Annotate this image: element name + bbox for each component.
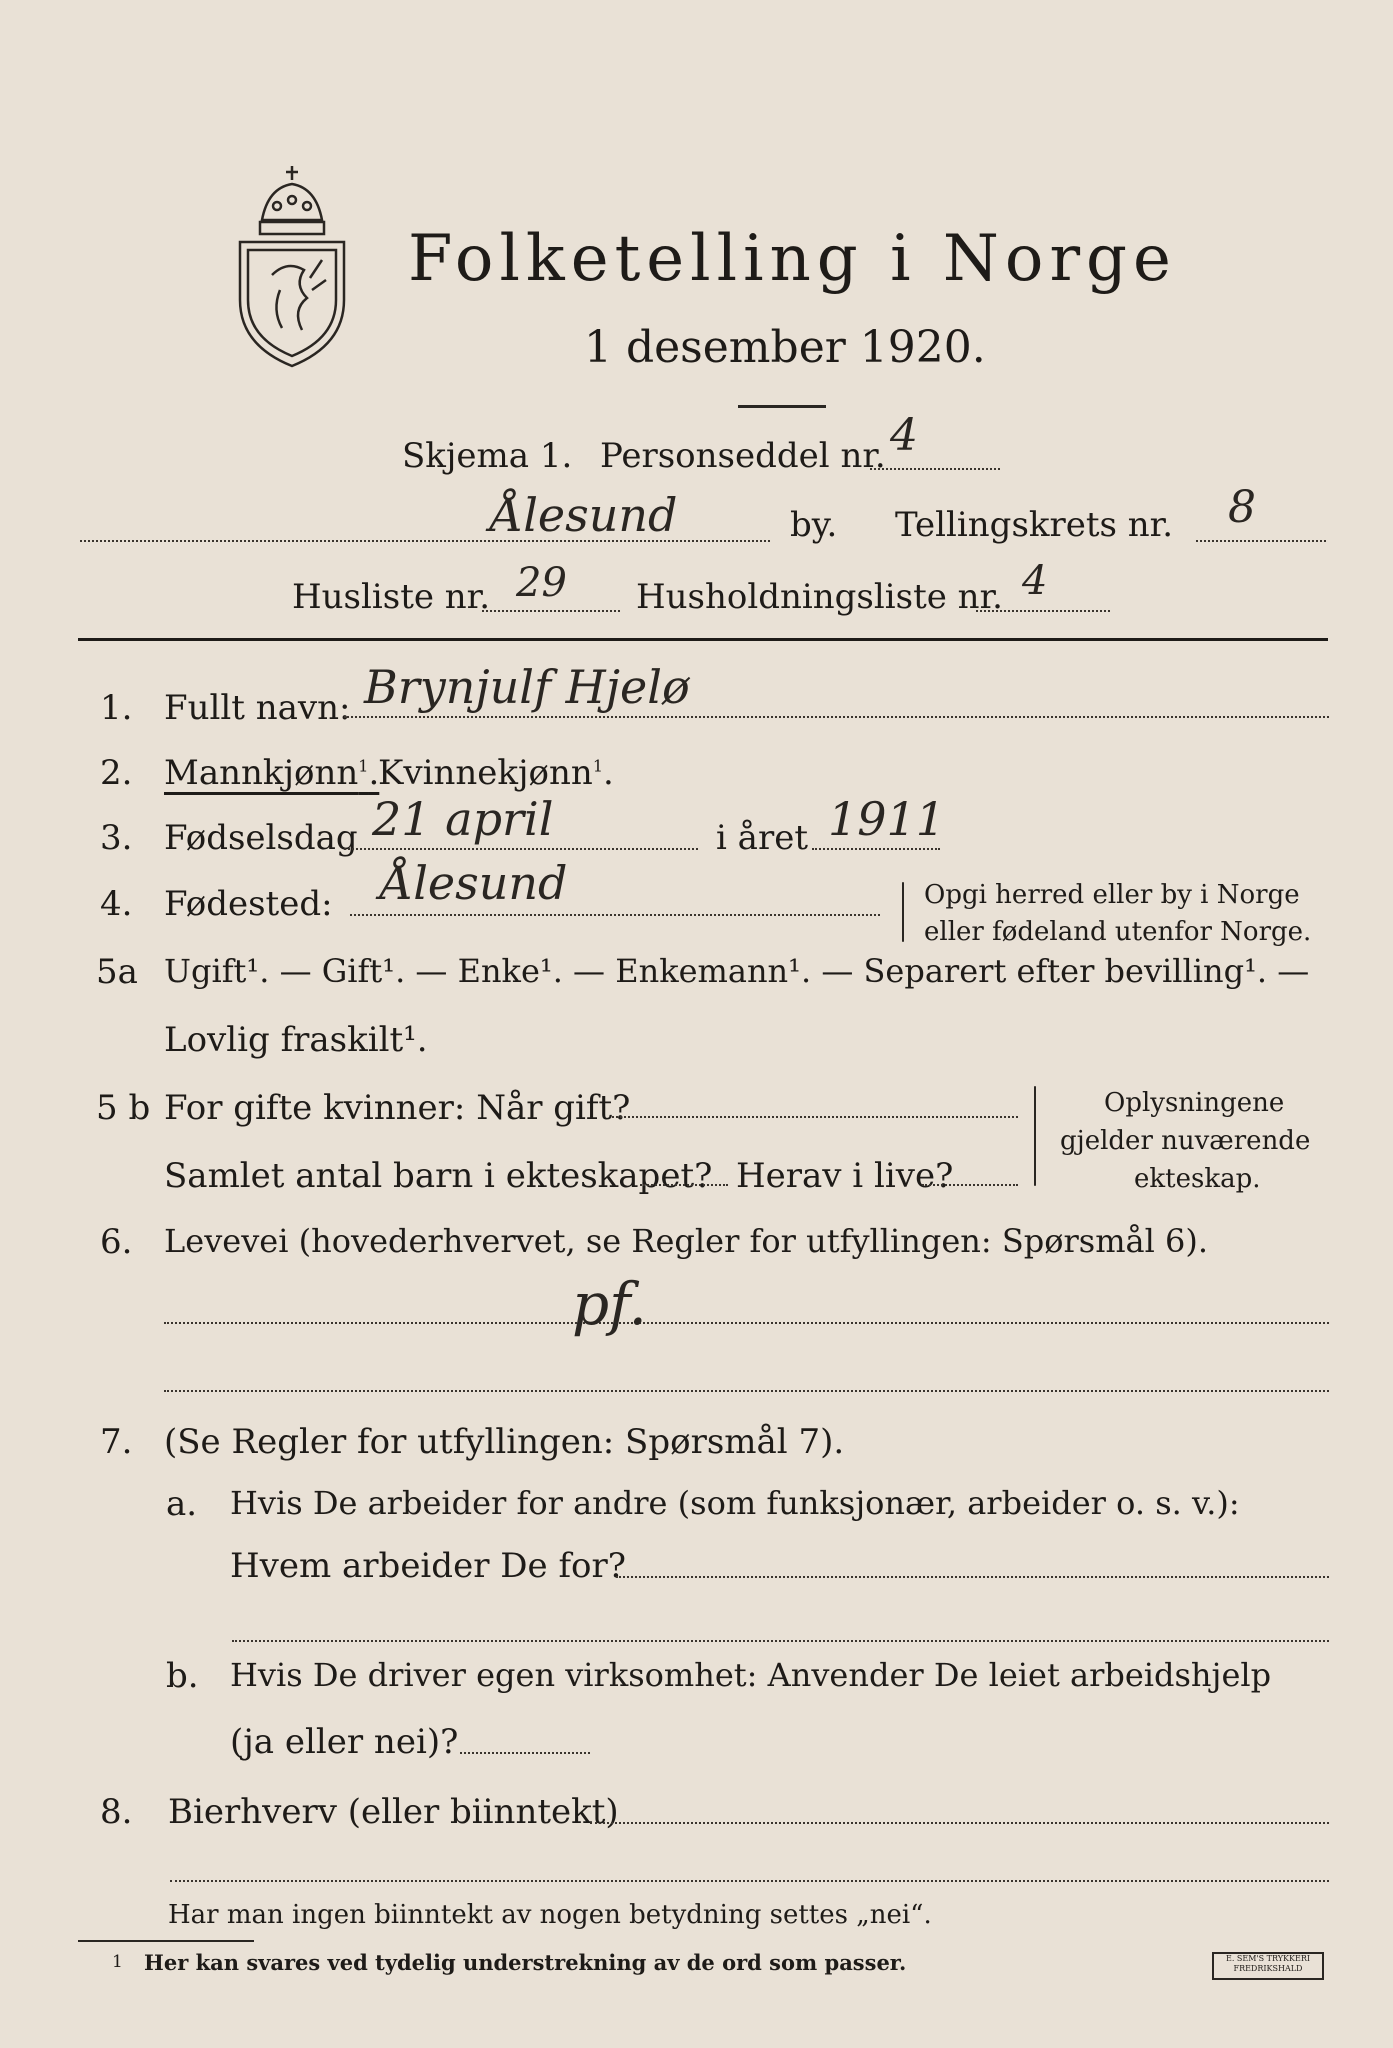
q6-line2 <box>164 1390 1329 1392</box>
q5a-line2: Lovlig fraskilt¹. <box>164 1020 428 1060</box>
personseddel-value[interactable]: 4 <box>890 410 918 461</box>
census-date: 1 desember 1920. <box>584 322 986 373</box>
q3-year-label: i året <box>716 818 808 858</box>
footnote-marker: 1 <box>112 1952 123 1972</box>
q2-option-female-label: Kvinnekjønn <box>378 753 593 793</box>
tellingskrets-line <box>1196 540 1326 542</box>
q3-day-line <box>344 848 698 850</box>
q7a-letter: a. <box>166 1484 198 1524</box>
q3-number: 3. <box>100 818 133 858</box>
q8-line-extra <box>170 1880 1329 1882</box>
q5b-alive-line <box>922 1184 1018 1186</box>
husholdning-label: Husholdningsliste nr. <box>636 577 1003 617</box>
q3-label: Fødselsdag <box>164 818 358 858</box>
q5b-line1: For gifte kvinner: Når gift? <box>164 1088 631 1128</box>
coat-of-arms <box>232 160 352 370</box>
q2-option-male-label: Mannkjønn <box>164 753 359 793</box>
title-divider <box>738 405 826 408</box>
q7a-line <box>616 1576 1329 1578</box>
q6-label: Levevei (hovederhvervet, se Regler for utfyllingen: Spørsmål 6). <box>164 1222 1209 1260</box>
q6-value[interactable]: pf. <box>572 1270 647 1338</box>
q5b-note-line1: Oplysningene <box>1104 1088 1285 1118</box>
skjema-label: Skjema 1. <box>402 436 573 476</box>
q5a-line1: Ugift¹. — Gift¹. — Enke¹. — Enkemann¹. — Separert efter bevilling¹. — <box>164 952 1310 990</box>
q8-label: Bierhverv (eller biinntekt) <box>168 1792 619 1832</box>
q5b-married-line <box>612 1116 1018 1118</box>
q4-number: 4. <box>100 884 133 924</box>
husliste-value[interactable]: 29 <box>516 560 567 606</box>
q5b-note-line2: gjelder nuværende <box>1060 1126 1311 1156</box>
footnote-rule <box>78 1940 254 1942</box>
tellingskrets-value[interactable]: 8 <box>1228 482 1256 533</box>
personseddel-label: Personseddel nr. <box>600 436 886 476</box>
q4-note-line2: eller fødeland utenfor Norge. <box>924 917 1312 947</box>
husholdning-line <box>976 610 1110 612</box>
q5b-children-label: Samlet antal barn i ekteskapet? <box>164 1156 713 1196</box>
q7b-letter: b. <box>166 1656 199 1696</box>
q4-label: Fødested: <box>164 884 333 924</box>
by-label: by. <box>790 505 838 545</box>
q5b-note-brace <box>1034 1086 1036 1186</box>
q5b-children-line <box>640 1184 728 1186</box>
q6-line1 <box>164 1322 1329 1324</box>
city-value[interactable]: Ålesund <box>490 488 678 542</box>
q5b-alive-label: Herav i live? <box>736 1156 954 1196</box>
q2-number: 2. <box>100 753 133 793</box>
q4-note-brace <box>902 882 904 942</box>
q8-line <box>590 1822 1329 1824</box>
q1-number: 1. <box>100 688 133 728</box>
q1-line <box>344 716 1329 718</box>
form-title: Folketelling i Norge <box>408 222 1177 296</box>
printer-mark-line2: FREDRIKSHALD <box>1233 1964 1303 1973</box>
q7-label: (Se Regler for utfyllingen: Spørsmål 7). <box>164 1422 845 1462</box>
q7b-line <box>460 1752 590 1754</box>
q1-value[interactable]: Brynjulf Hjelø <box>364 660 690 714</box>
printer-mark-line1: E. SEM'S TRYKKERI <box>1225 1954 1311 1963</box>
personseddel-line <box>870 468 1000 470</box>
q5a-number: 5a <box>96 952 138 992</box>
header-rule <box>78 638 1328 641</box>
q7a-line1: Hvis De arbeider for andre (som funksjonær, arbeider o. s. v.): <box>230 1484 1240 1522</box>
q7a-line2: Hvem arbeider De for? <box>230 1546 626 1586</box>
husliste-line <box>482 610 620 612</box>
q4-note-line1: Opgi herred eller by i Norge <box>924 880 1300 910</box>
q5b-note-line3: ekteskap. <box>1134 1164 1261 1194</box>
q7b-line2: (ja eller nei)? <box>230 1722 459 1762</box>
printer-mark <box>1212 1952 1324 1980</box>
q7a-line-extra <box>232 1640 1329 1642</box>
q3-year-line <box>812 848 940 850</box>
q6-number: 6. <box>100 1222 133 1262</box>
husholdning-value[interactable]: 4 <box>1022 558 1048 604</box>
q7b-line1: Hvis De driver egen virksomhet: Anvender De leiet arbeidshjelp <box>230 1656 1272 1694</box>
q4-value[interactable]: Ålesund <box>380 856 568 910</box>
tellingskrets-label: Tellingskrets nr. <box>895 505 1174 545</box>
q3-year-value[interactable]: 1911 <box>828 792 946 846</box>
q3-day-value[interactable]: 21 april <box>372 792 554 846</box>
husliste-label: Husliste nr. <box>292 577 491 617</box>
q7-number: 7. <box>100 1422 133 1462</box>
q2-option-male[interactable]: Mannkjønn$^1$. <box>164 753 380 793</box>
q5b-number: 5 b <box>96 1088 151 1128</box>
footnote-text: Her kan svares ved tydelig understrekning av de ord som passer. <box>144 1950 907 1975</box>
q2-option-female[interactable]: Kvinnekjønn$^1$. <box>378 753 614 793</box>
q1-label: Fullt navn: <box>164 688 351 728</box>
q4-line <box>350 914 880 916</box>
q8-number: 8. <box>100 1792 133 1832</box>
footer-note: Har man ingen biinntekt av nogen betydning settes „nei“. <box>168 1900 932 1930</box>
